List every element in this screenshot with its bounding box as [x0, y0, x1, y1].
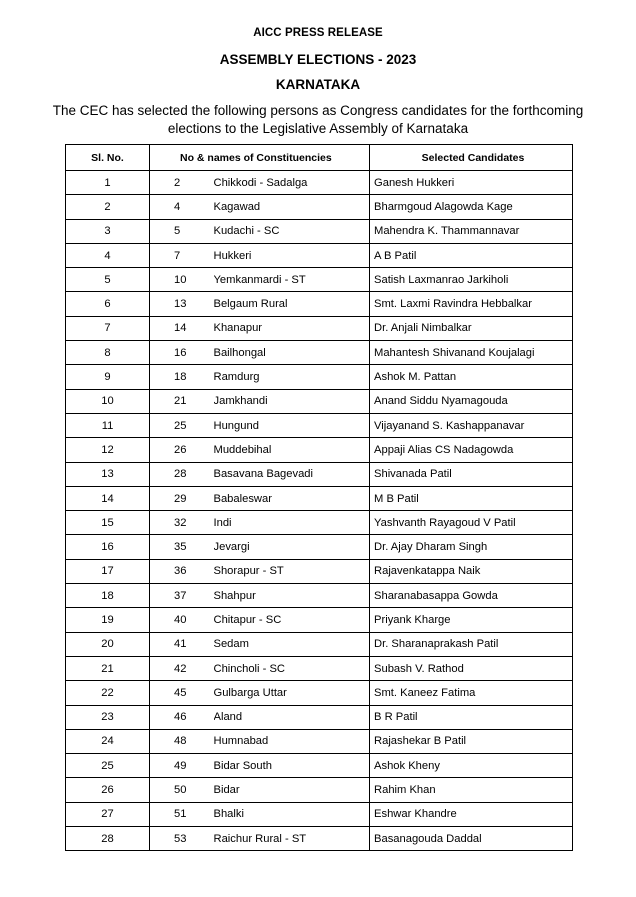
constituency-name-cell: Gulbarga Uttar	[214, 681, 370, 705]
candidate-cell: Appaji Alias CS Nadagowda	[370, 438, 573, 462]
sl-no-cell: 6	[66, 292, 150, 316]
constituency-name-cell: Kudachi - SC	[214, 219, 370, 243]
sl-no-cell: 10	[66, 389, 150, 413]
constituency-number-cell: 28	[150, 462, 214, 486]
table-row	[66, 462, 573, 486]
table-row	[66, 681, 573, 705]
constituency-name-cell: Basavana Bagevadi	[214, 462, 370, 486]
sl-no-cell: 1	[66, 171, 150, 195]
candidate-cell: Vijayanand S. Kashappanavar	[370, 413, 573, 437]
sl-no-cell: 23	[66, 705, 150, 729]
sl-no-cell: 13	[66, 462, 150, 486]
candidate-cell: Priyank Kharge	[370, 608, 573, 632]
candidate-cell: Smt. Laxmi Ravindra Hebbalkar	[370, 292, 573, 316]
candidate-cell: Shivanada Patil	[370, 462, 573, 486]
sl-no-cell: 26	[66, 778, 150, 802]
constituency-number-cell: 41	[150, 632, 214, 656]
sl-no-cell: 25	[66, 754, 150, 778]
table-row	[66, 365, 573, 389]
sl-no-cell: 22	[66, 681, 150, 705]
constituency-name-cell: Bidar	[214, 778, 370, 802]
sl-no-cell: 11	[66, 413, 150, 437]
candidate-cell: Mahendra K. Thammannavar	[370, 219, 573, 243]
column-header-constituency: No & names of Constituencies	[150, 145, 370, 171]
sl-no-cell: 21	[66, 656, 150, 680]
constituency-number-cell: 45	[150, 681, 214, 705]
constituency-name-cell: Belgaum Rural	[214, 292, 370, 316]
constituency-number-cell: 29	[150, 486, 214, 510]
sl-no-cell: 5	[66, 268, 150, 292]
constituency-name-cell: Yemkanmardi - ST	[214, 268, 370, 292]
candidate-cell: B R Patil	[370, 705, 573, 729]
constituency-number-cell: 53	[150, 827, 214, 851]
sl-no-cell: 4	[66, 243, 150, 267]
sl-no-cell: 3	[66, 219, 150, 243]
constituency-name-cell: Humnabad	[214, 729, 370, 753]
candidate-cell: Bharmgoud Alagowda Kage	[370, 195, 573, 219]
constituency-number-cell: 32	[150, 511, 214, 535]
table-row	[66, 389, 573, 413]
constituency-name-cell: Khanapur	[214, 316, 370, 340]
table-row	[66, 292, 573, 316]
table-row	[66, 827, 573, 851]
press-release-label: AICC PRESS RELEASE	[253, 27, 383, 39]
constituency-number-cell: 18	[150, 365, 214, 389]
table-row	[66, 511, 573, 535]
table-row	[66, 632, 573, 656]
state-title: KARNATAKA	[275, 77, 361, 92]
sl-no-cell: 17	[66, 559, 150, 583]
sl-no-cell: 7	[66, 316, 150, 340]
constituency-name-cell: Indi	[214, 511, 370, 535]
table-row	[66, 705, 573, 729]
candidate-cell: Mahantesh Shivanand Koujalagi	[370, 341, 573, 365]
sl-no-cell: 18	[66, 584, 150, 608]
document-title: ASSEMBLY ELECTIONS - 2023	[219, 52, 417, 67]
candidate-cell: Ashok M. Pattan	[370, 365, 573, 389]
candidate-cell: Satish Laxmanrao Jarkiholi	[370, 268, 573, 292]
table-header-row	[66, 145, 573, 171]
sl-no-cell: 14	[66, 486, 150, 510]
constituency-name-cell: Bailhongal	[214, 341, 370, 365]
constituency-number-cell: 16	[150, 341, 214, 365]
table-row	[66, 802, 573, 826]
table-row	[66, 754, 573, 778]
constituency-number-cell: 35	[150, 535, 214, 559]
candidate-cell: M B Patil	[370, 486, 573, 510]
candidate-cell: Rajavenkatappa Naik	[370, 559, 573, 583]
sl-no-cell: 15	[66, 511, 150, 535]
constituency-name-cell: Bhalki	[214, 802, 370, 826]
column-header-sl-no: Sl. No.	[66, 145, 150, 171]
constituency-number-cell: 10	[150, 268, 214, 292]
constituency-number-cell: 36	[150, 559, 214, 583]
constituency-name-cell: Hungund	[214, 413, 370, 437]
sl-no-cell: 12	[66, 438, 150, 462]
constituency-number-cell: 42	[150, 656, 214, 680]
sl-no-cell: 24	[66, 729, 150, 753]
sl-no-cell: 28	[66, 827, 150, 851]
constituency-name-cell: Muddebihal	[214, 438, 370, 462]
constituency-number-cell: 49	[150, 754, 214, 778]
sl-no-cell: 16	[66, 535, 150, 559]
constituency-number-cell: 2	[150, 171, 214, 195]
constituency-number-cell: 21	[150, 389, 214, 413]
table-row	[66, 219, 573, 243]
column-header-candidate: Selected Candidates	[370, 145, 573, 171]
sl-no-cell: 2	[66, 195, 150, 219]
constituency-number-cell: 13	[150, 292, 214, 316]
constituency-number-cell: 26	[150, 438, 214, 462]
candidate-cell: Dr. Anjali Nimbalkar	[370, 316, 573, 340]
constituency-number-cell: 4	[150, 195, 214, 219]
constituency-name-cell: Ramdurg	[214, 365, 370, 389]
candidate-cell: Basanagouda Daddal	[370, 827, 573, 851]
constituency-number-cell: 37	[150, 584, 214, 608]
sl-no-cell: 27	[66, 802, 150, 826]
constituency-name-cell: Chitapur - SC	[214, 608, 370, 632]
table-row	[66, 535, 573, 559]
table-row	[66, 413, 573, 437]
sl-no-cell: 8	[66, 341, 150, 365]
table-row	[66, 656, 573, 680]
table-row	[66, 195, 573, 219]
constituency-name-cell: Raichur Rural - ST	[214, 827, 370, 851]
table-row	[66, 243, 573, 267]
candidate-cell: Subash V. Rathod	[370, 656, 573, 680]
candidate-cell: Ganesh Hukkeri	[370, 171, 573, 195]
candidate-cell: Dr. Sharanaprakash Patil	[370, 632, 573, 656]
table-row	[66, 316, 573, 340]
candidate-cell: Eshwar Khandre	[370, 802, 573, 826]
table-row	[66, 486, 573, 510]
table-row	[66, 778, 573, 802]
constituency-number-cell: 40	[150, 608, 214, 632]
candidate-cell: A B Patil	[370, 243, 573, 267]
sl-no-cell: 20	[66, 632, 150, 656]
constituency-name-cell: Sedam	[214, 632, 370, 656]
constituency-name-cell: Aland	[214, 705, 370, 729]
constituency-number-cell: 48	[150, 729, 214, 753]
constituency-number-cell: 7	[150, 243, 214, 267]
table-row	[66, 608, 573, 632]
constituency-name-cell: Shahpur	[214, 584, 370, 608]
candidate-cell: Yashvanth Rayagoud V Patil	[370, 511, 573, 535]
table-row	[66, 729, 573, 753]
table-row	[66, 171, 573, 195]
candidates-table	[65, 144, 573, 851]
constituency-name-cell: Chincholi - SC	[214, 656, 370, 680]
constituency-number-cell: 51	[150, 802, 214, 826]
constituency-number-cell: 5	[150, 219, 214, 243]
candidate-cell: Smt. Kaneez Fatima	[370, 681, 573, 705]
constituency-number-cell: 25	[150, 413, 214, 437]
sl-no-cell: 19	[66, 608, 150, 632]
candidate-cell: Rahim Khan	[370, 778, 573, 802]
sl-no-cell: 9	[66, 365, 150, 389]
constituency-name-cell: Chikkodi - Sadalga	[214, 171, 370, 195]
table-row	[66, 559, 573, 583]
constituency-name-cell: Bidar South	[214, 754, 370, 778]
candidate-cell: Anand Siddu Nyamagouda	[370, 389, 573, 413]
constituency-number-cell: 46	[150, 705, 214, 729]
table-row	[66, 438, 573, 462]
candidate-cell: Ashok Kheny	[370, 754, 573, 778]
constituency-name-cell: Jamkhandi	[214, 389, 370, 413]
constituency-name-cell: Babaleswar	[214, 486, 370, 510]
constituency-name-cell: Kagawad	[214, 195, 370, 219]
intro-paragraph: The CEC has selected the following persons as Congress candidates for the forthcoming elections to the Legislative Assembly of Karnataka	[52, 103, 584, 136]
constituency-number-cell: 50	[150, 778, 214, 802]
constituency-name-cell: Shorapur - ST	[214, 559, 370, 583]
constituency-name-cell: Jevargi	[214, 535, 370, 559]
constituency-name-cell: Hukkeri	[214, 243, 370, 267]
table-row	[66, 268, 573, 292]
candidate-cell: Rajashekar B Patil	[370, 729, 573, 753]
table-row	[66, 584, 573, 608]
candidate-cell: Sharanabasappa Gowda	[370, 584, 573, 608]
constituency-number-cell: 14	[150, 316, 214, 340]
candidate-cell: Dr. Ajay Dharam Singh	[370, 535, 573, 559]
table-row	[66, 341, 573, 365]
